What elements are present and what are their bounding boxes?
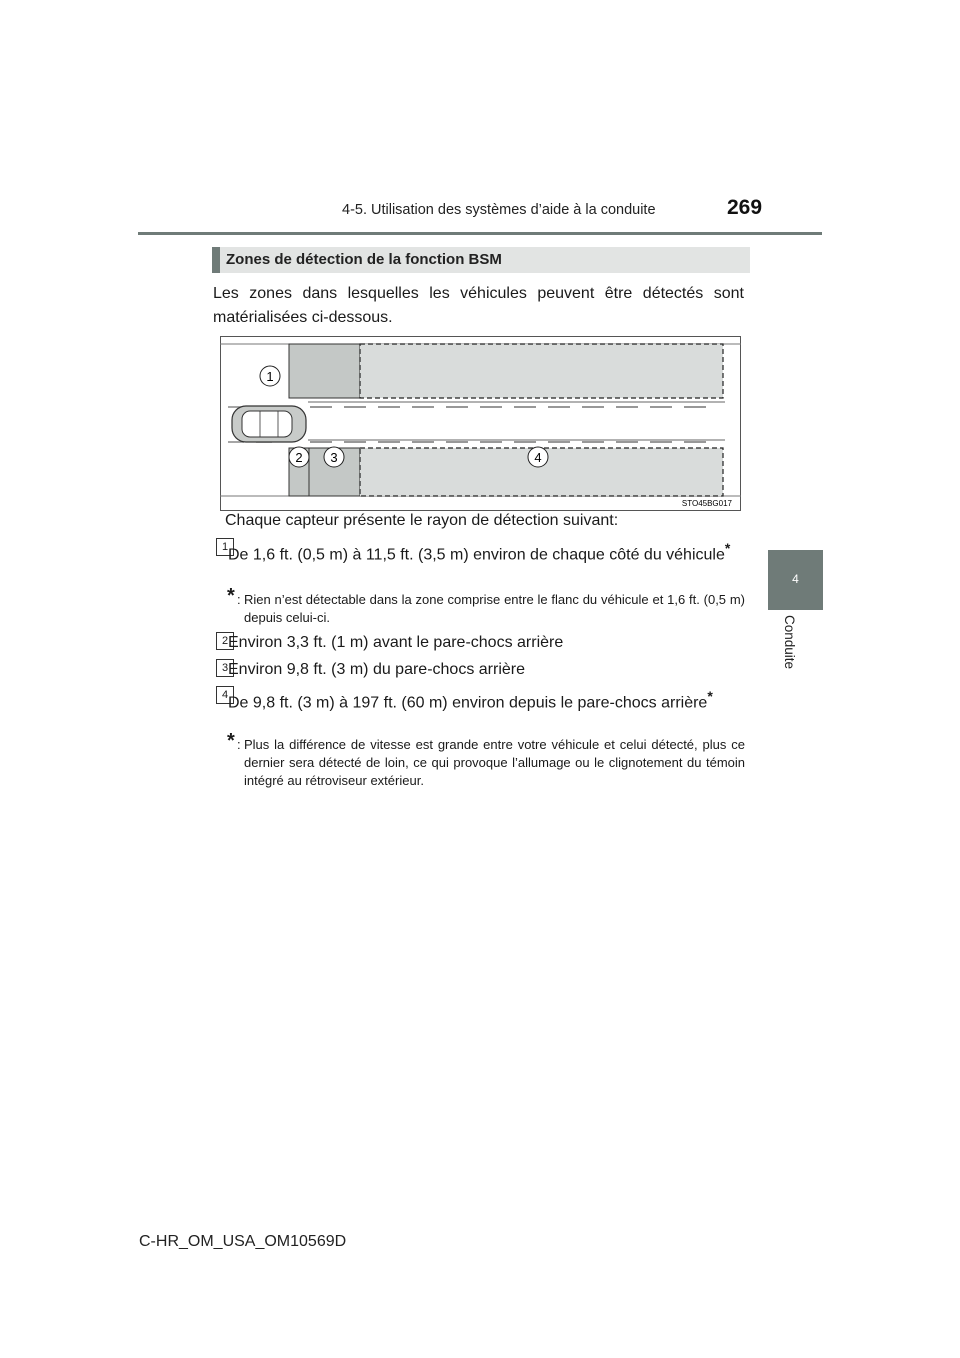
detection-zone-diagram bbox=[220, 336, 741, 511]
footnote-text: Plus la différence de vitesse est grande entre votre véhicule et celui détecté, plus ce dernier sera détecté de loin, ce qui provoque l’allumage ou le clignotement du témoin intégré au rétroviseur extérieur. bbox=[244, 737, 745, 788]
zone-rear-top bbox=[360, 344, 723, 398]
section-title: Zones de détection de la fonction BSM bbox=[226, 251, 502, 268]
zone-side-top bbox=[289, 344, 360, 398]
chapter-number: 4 bbox=[792, 572, 799, 586]
callout-4-label: 4 bbox=[534, 450, 542, 465]
footnote-text: Rien n’est détectable dans la zone comprise entre le flanc du véhicule et 1,6 ft. (0,5 m) depuis celui-ci. bbox=[244, 592, 745, 625]
callout-1-label: 1 bbox=[266, 369, 274, 384]
document-code-footer: C-HR_OM_USA_OM10569D bbox=[139, 1233, 347, 1250]
footnote: * : Rien n’est détectable dans la zone comprise entre le flanc du véhicule et 1,6 ft. (0,5 m) depuis celui-ci. bbox=[227, 585, 745, 625]
item-number-box: 2 bbox=[216, 632, 234, 650]
intro-paragraph: Les zones dans lesquelles les véhicules peuvent être détectés sont matérialisées ci-dessous. bbox=[213, 285, 744, 326]
sensor-range-caption: Chaque capteur présente le rayon de détection suivant: bbox=[225, 512, 619, 529]
item-text: De 1,6 ft. (0,5 m) à 11,5 ft. (3,5 m) environ de chaque côté du véhicule bbox=[228, 546, 725, 564]
footnote-mark: * bbox=[227, 585, 235, 607]
item-text: Environ 9,8 ft. (3 m) du pare-chocs arrière bbox=[228, 661, 526, 678]
page-number: 269 bbox=[727, 196, 763, 219]
diagram-code: STO45BG017 bbox=[681, 499, 732, 508]
list-item bbox=[214, 537, 745, 583]
list-item bbox=[214, 685, 745, 731]
callout-2 bbox=[289, 447, 309, 467]
list-item bbox=[214, 658, 745, 681]
callout-4 bbox=[528, 447, 548, 467]
item-text: De 9,8 ft. (3 m) à 197 ft. (60 m) environ depuis le pare-chocs arrière bbox=[228, 694, 708, 712]
footnote-star: * bbox=[707, 688, 713, 704]
item-text: Environ 3,3 ft. (1 m) avant le pare-chocs arrière bbox=[228, 634, 564, 651]
chapter-label-text: Conduite bbox=[782, 615, 797, 670]
header-rule bbox=[138, 232, 822, 235]
footnote-mark: * bbox=[227, 730, 235, 752]
section-title-bar bbox=[212, 247, 750, 273]
footnote-star: * bbox=[724, 540, 731, 556]
item-number-box: 3 bbox=[216, 659, 234, 677]
callout-3 bbox=[324, 447, 344, 467]
item-number-box: 1 bbox=[216, 538, 234, 556]
callout-1 bbox=[260, 366, 280, 386]
chapter-label bbox=[783, 615, 797, 715]
item-number-box: 4 bbox=[216, 686, 234, 704]
running-header-section: 4-5. Utilisation des systèmes d’aide à la conduite bbox=[342, 202, 656, 218]
footnote: * : Plus la différence de vitesse est grande entre votre véhicule et celui détecté, plus ce dernier sera détecté de loin, ce qui provoque l’allumage ou le clignotement du témoin intégré au rétroviseur extérieur. bbox=[227, 730, 745, 788]
section-title-accent bbox=[212, 247, 220, 273]
vehicle-icon bbox=[232, 406, 306, 442]
list-item bbox=[214, 631, 745, 654]
callout-2-label: 2 bbox=[295, 450, 303, 465]
callout-3-label: 3 bbox=[330, 450, 338, 465]
